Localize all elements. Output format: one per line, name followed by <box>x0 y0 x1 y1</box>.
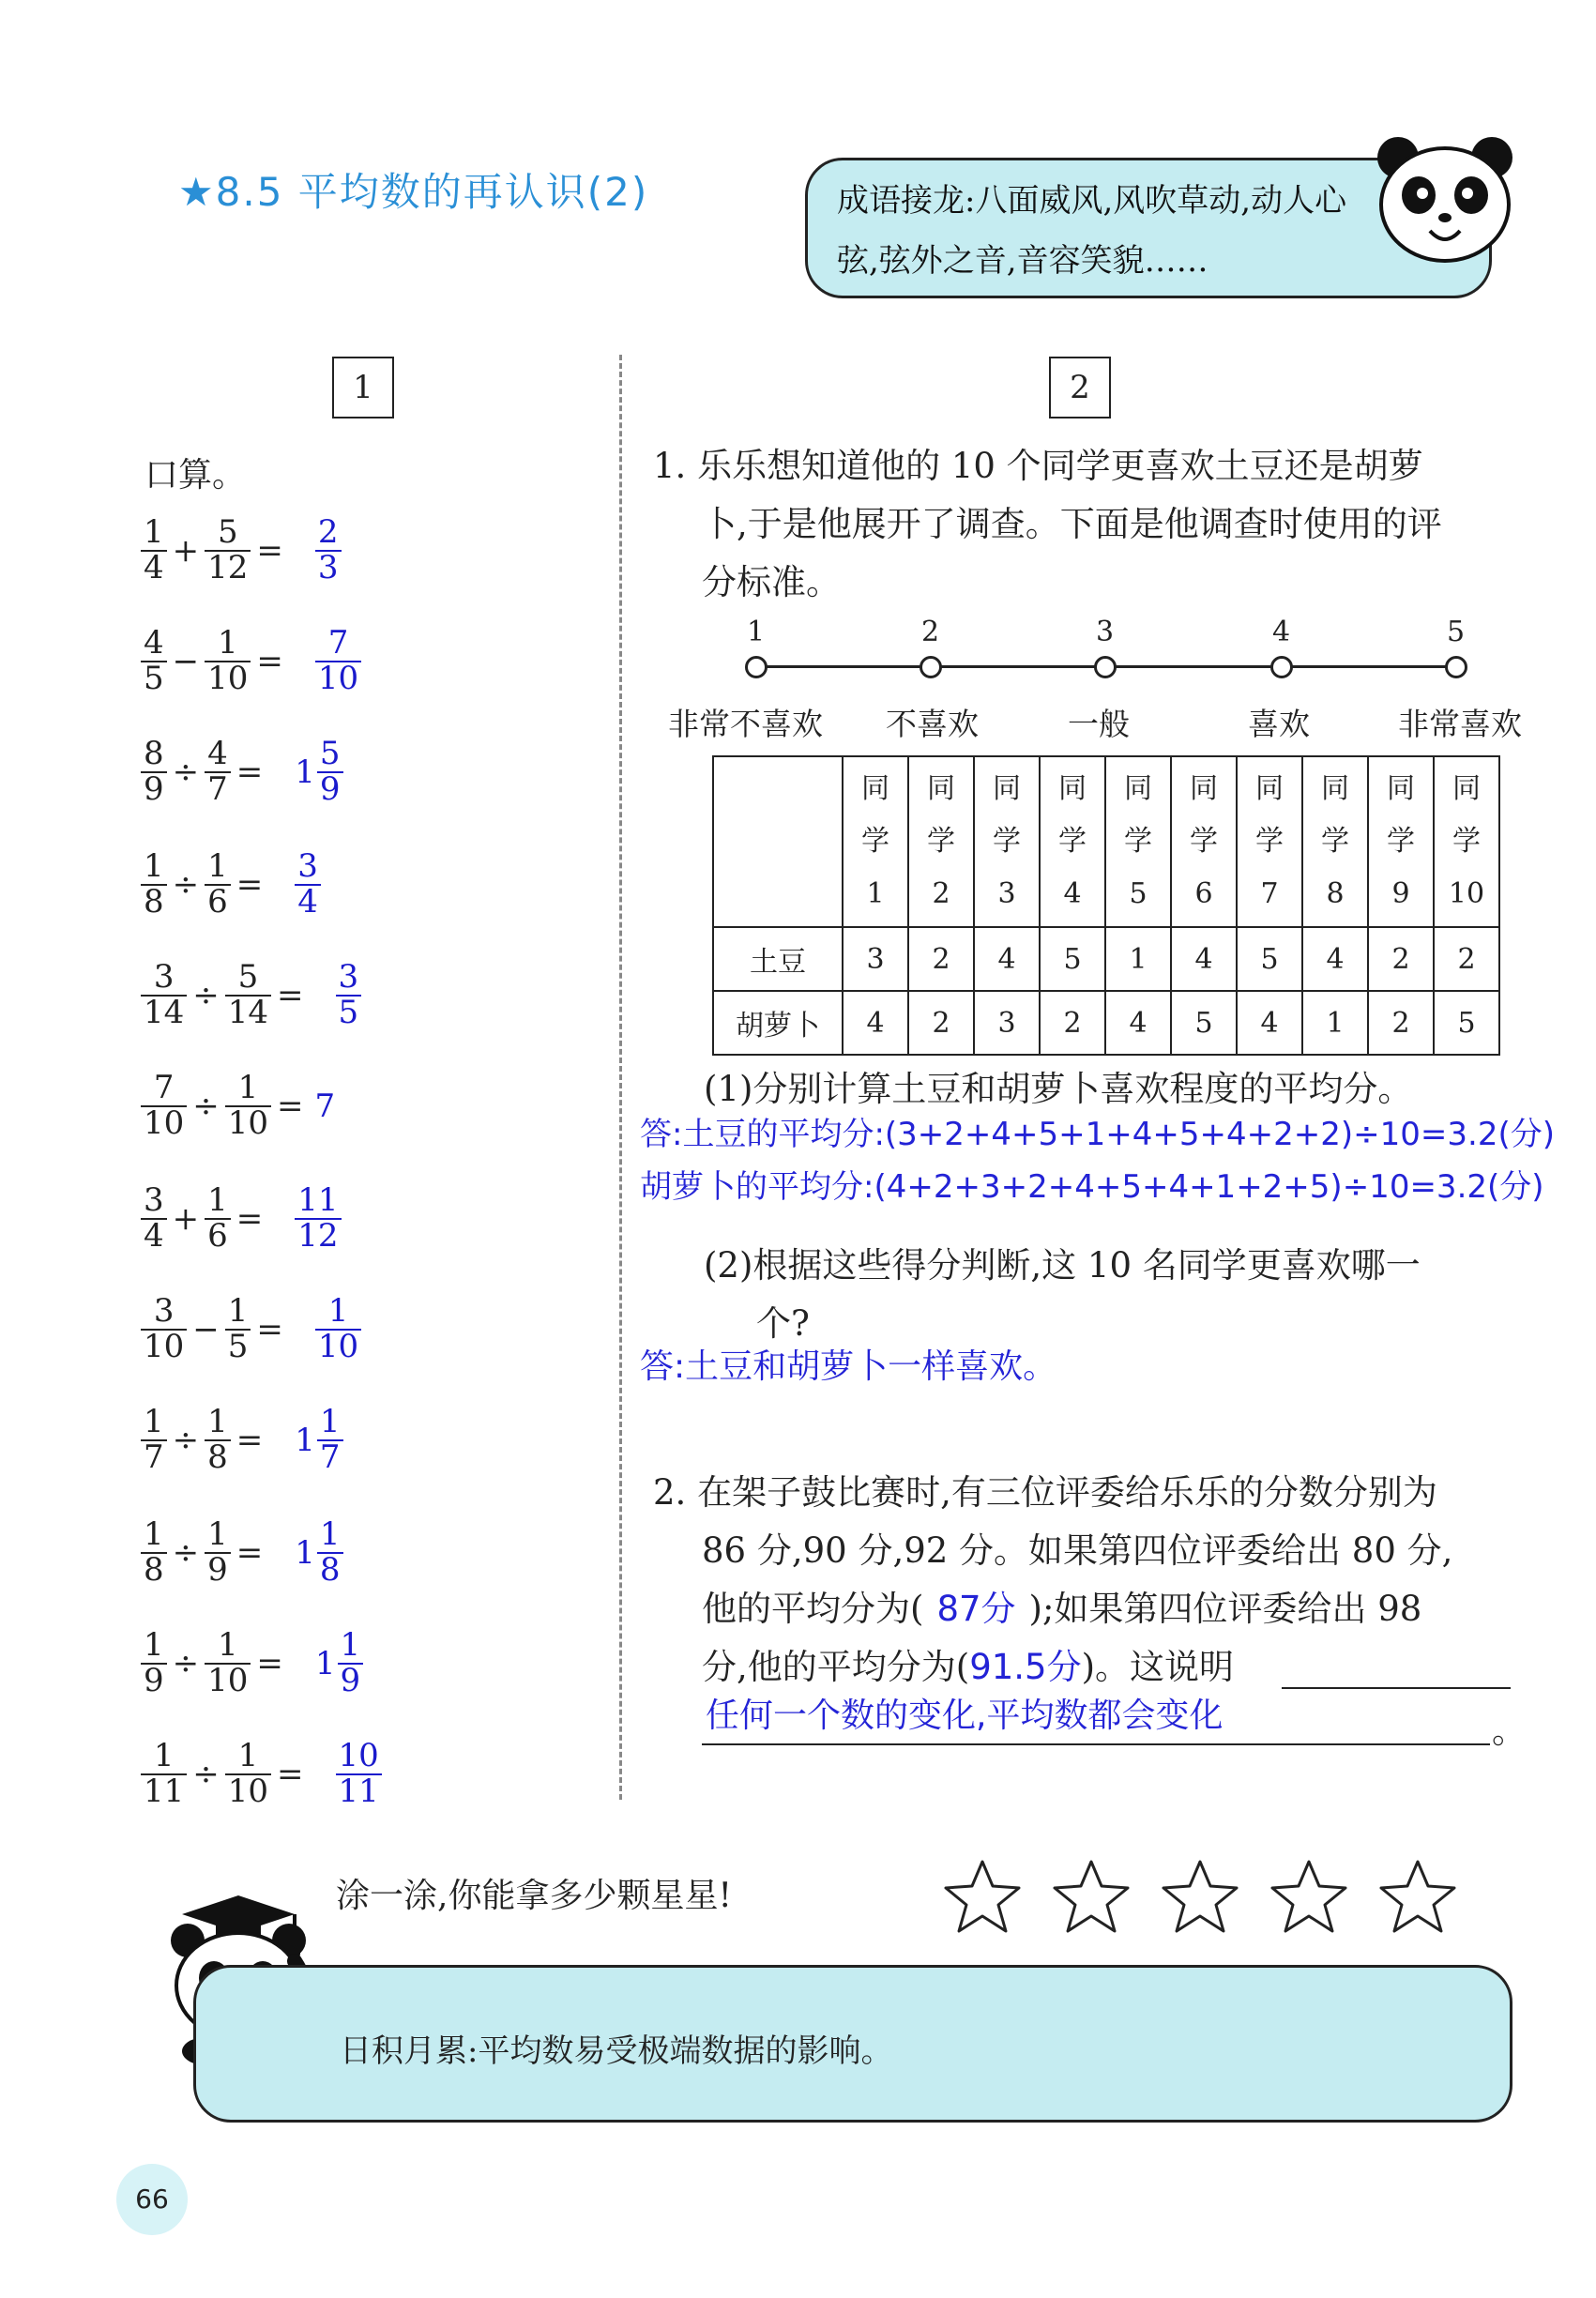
student-number: 6 <box>1194 877 1213 910</box>
numerator: 11 <box>295 1184 341 1220</box>
scale-number: 4 <box>1272 616 1291 648</box>
student-header <box>974 756 1040 927</box>
equals-sign: = <box>236 865 264 904</box>
denominator: 5 <box>227 1327 249 1365</box>
scale-number: 2 <box>921 616 940 648</box>
scale-point <box>1094 656 1117 678</box>
student-label-char: 同 <box>993 772 1021 805</box>
student-header <box>1171 756 1237 927</box>
fraction <box>205 1515 231 1589</box>
table-cell: 3 <box>974 991 1040 1055</box>
numerator: 1 <box>225 1740 271 1775</box>
calc-problem <box>141 847 321 921</box>
denominator: 5 <box>144 659 164 697</box>
answer <box>295 1403 342 1476</box>
numerator: 7 <box>315 627 361 662</box>
equals-sign: = <box>236 753 264 791</box>
panda-icon <box>1370 131 1520 272</box>
denominator: 9 <box>340 1661 361 1699</box>
page-number: 66 <box>116 2164 188 2235</box>
student-label-char: 学 <box>1321 825 1349 858</box>
numerator: 3 <box>141 1295 187 1331</box>
table-cell: 1 <box>1105 927 1171 991</box>
table-cell: 2 <box>1368 927 1434 991</box>
denominator: 9 <box>207 1550 228 1589</box>
answer <box>295 1181 341 1255</box>
student-number: 9 <box>1391 877 1410 910</box>
operator: ÷ <box>192 976 220 1014</box>
table-cell: 4 <box>843 991 908 1055</box>
row-label: 胡萝卜 <box>713 991 843 1055</box>
operator: ÷ <box>192 1755 220 1793</box>
idiom-text: 成语接龙:八面威风,风吹草动,动人心弦,弦外之音,音容笑貌…… <box>837 182 1347 280</box>
numerator: 1 <box>317 1518 343 1554</box>
student-number: 4 <box>1063 877 1082 910</box>
numerator: 1 <box>205 1406 231 1441</box>
scale-number: 3 <box>1096 616 1115 648</box>
student-header <box>1434 756 1499 927</box>
q2-line-4: 分,他的平均分为(91.5分)。这说明 <box>702 1647 1235 1687</box>
row-label: 土豆 <box>713 927 843 991</box>
fraction <box>141 1069 187 1142</box>
operator: + <box>172 531 200 570</box>
fraction <box>317 735 343 808</box>
table-corner <box>713 756 843 927</box>
sub-question-1: (1)分别计算土豆和胡萝卜喜欢程度的平均分。 <box>704 1069 1413 1109</box>
denominator: 7 <box>207 769 228 808</box>
sub-question-2-line-2: 个? <box>756 1303 810 1344</box>
fraction <box>317 1403 343 1476</box>
answer-1-line-1: 答:土豆的平均分:(3+2+4+5+1+4+5+4+2+2)÷10=3.2(分) <box>640 1116 1555 1153</box>
numerator: 1 <box>315 1295 361 1331</box>
star-icon[interactable] <box>1269 1858 1349 1935</box>
numerator: 7 <box>141 1072 187 1107</box>
numerator: 1 <box>205 850 231 886</box>
operator: + <box>172 1199 200 1238</box>
operator: ÷ <box>192 1087 220 1125</box>
scale-label: 喜欢 <box>1248 706 1310 742</box>
denominator: 14 <box>144 993 185 1031</box>
numerator: 1 <box>317 1406 343 1441</box>
denominator: 14 <box>227 993 269 1031</box>
denominator: 10 <box>317 659 359 697</box>
numerator: 1 <box>225 1072 271 1107</box>
column-divider <box>619 355 622 1800</box>
denominator: 9 <box>319 769 341 808</box>
answer-1-line-2: 胡萝卜的平均分:(4+2+3+2+4+5+4+1+2+5)÷10=3.2(分) <box>640 1168 1544 1206</box>
scale-label: 不喜欢 <box>886 706 979 742</box>
student-number: 8 <box>1326 877 1345 910</box>
scale-number: 1 <box>747 616 766 648</box>
table-cell: 5 <box>1040 927 1105 991</box>
calc-problem <box>141 513 342 586</box>
scale-point <box>920 656 942 678</box>
denominator: 10 <box>144 1327 185 1365</box>
fraction <box>141 735 167 808</box>
scale-number: 5 <box>1447 616 1466 648</box>
numerator: 1 <box>338 1629 364 1665</box>
fraction <box>141 958 187 1031</box>
q2-line-1: 2. 在架子鼓比赛时,有三位评委给乐乐的分数分别为 <box>653 1472 1437 1513</box>
student-label-char: 同 <box>861 772 889 805</box>
table-cell: 2 <box>1368 991 1434 1055</box>
numerator: 1 <box>205 627 251 662</box>
numerator: 5 <box>317 738 343 773</box>
student-header <box>843 756 908 927</box>
numerator: 2 <box>315 516 342 552</box>
student-label-char: 同 <box>1058 772 1087 805</box>
denominator: 10 <box>317 1327 359 1365</box>
table-cell: 3 <box>843 927 908 991</box>
q2-blank-line-2 <box>702 1743 1490 1745</box>
fraction <box>225 1292 251 1365</box>
denominator: 10 <box>207 659 249 697</box>
q1-line-3: 分标准。 <box>702 562 841 602</box>
denominator: 9 <box>144 769 164 808</box>
numerator: 3 <box>336 961 362 997</box>
table-cell: 2 <box>1434 927 1499 991</box>
denominator: 9 <box>144 1661 164 1699</box>
section1-title: 口算。 <box>144 456 247 495</box>
numerator: 5 <box>205 516 251 552</box>
denominator: 8 <box>144 882 164 921</box>
fraction <box>295 1181 341 1255</box>
numerator: 4 <box>141 627 167 662</box>
student-label-char: 同 <box>1124 772 1152 805</box>
q1-line-1: 1. 乐乐想知道他的 10 个同学更喜欢土豆还是胡萝 <box>653 446 1423 486</box>
student-header <box>1105 756 1171 927</box>
numerator: 3 <box>141 1184 167 1220</box>
student-label-char: 学 <box>1058 825 1087 858</box>
student-label-char: 同 <box>1190 772 1218 805</box>
table-cell: 4 <box>1105 991 1171 1055</box>
accumulation-text: 日积月累:平均数易受极端数据的影响。 <box>340 2032 893 2070</box>
scale-point <box>1270 656 1293 678</box>
survey-table <box>712 755 1500 1056</box>
sub-question-2-line-1: (2)根据这些得分判断,这 10 名同学更喜欢哪一 <box>704 1245 1421 1286</box>
denominator: 11 <box>338 1772 379 1810</box>
denominator: 7 <box>319 1438 341 1476</box>
calc-problem <box>141 1737 382 1810</box>
numerator: 5 <box>225 961 271 997</box>
student-label-char: 同 <box>1321 772 1349 805</box>
scale-label: 非常喜欢 <box>1398 706 1522 742</box>
operator: ÷ <box>172 1533 200 1572</box>
calc-problem <box>141 735 343 808</box>
scale-label: 非常不喜欢 <box>668 706 823 742</box>
denominator: 5 <box>338 993 359 1031</box>
answer <box>336 958 362 1031</box>
equals-sign: = <box>236 1421 264 1459</box>
numerator: 1 <box>205 1518 231 1554</box>
fraction <box>315 513 342 586</box>
table-cell: 2 <box>1040 991 1105 1055</box>
fraction <box>205 513 251 586</box>
numerator: 1 <box>141 1406 167 1441</box>
table-cell: 1 <box>1302 991 1368 1055</box>
denominator: 12 <box>297 1216 339 1255</box>
fraction <box>336 1737 382 1810</box>
answer <box>295 847 321 921</box>
calc-problem <box>141 958 361 1031</box>
numerator: 1 <box>205 1184 231 1220</box>
fraction <box>141 1626 167 1699</box>
operator: ÷ <box>172 1421 200 1459</box>
operator: ÷ <box>172 753 200 791</box>
student-label-char: 学 <box>927 825 955 858</box>
student-number: 2 <box>932 877 950 910</box>
answer-whole-part: 1 <box>295 753 315 791</box>
denominator: 11 <box>144 1772 185 1810</box>
fraction <box>141 1737 187 1810</box>
student-number: 5 <box>1129 877 1148 910</box>
fraction <box>315 624 361 697</box>
answer <box>315 624 361 697</box>
denominator: 12 <box>207 548 249 586</box>
fraction <box>315 1292 361 1365</box>
section-number-2: 2 <box>1049 357 1111 419</box>
equals-sign: = <box>256 642 283 680</box>
numerator: 1 <box>141 1518 167 1554</box>
numerator: 1 <box>141 516 167 552</box>
q1-line-2: 卜,于是他展开了调查。下面是他调查时使用的评 <box>702 504 1442 544</box>
fraction <box>225 1737 271 1810</box>
denominator: 10 <box>207 1661 249 1699</box>
student-number: 10 <box>1448 877 1485 910</box>
fraction <box>141 1403 167 1476</box>
denominator: 8 <box>319 1550 341 1589</box>
star-icon[interactable] <box>942 1858 1023 1935</box>
calc-problem <box>141 1626 363 1699</box>
student-number: 3 <box>997 877 1016 910</box>
q2-answer-blank-3: 任何一个数的变化,平均数都会变化 <box>706 1697 1224 1735</box>
student-header <box>908 756 974 927</box>
equals-sign: = <box>277 1087 304 1125</box>
denominator: 4 <box>144 1216 164 1255</box>
fraction <box>225 1069 271 1142</box>
table-cell: 2 <box>908 991 974 1055</box>
equals-sign: = <box>256 1644 283 1682</box>
table-cell: 4 <box>1302 927 1368 991</box>
fraction <box>205 1626 251 1699</box>
table-cell: 4 <box>1237 991 1302 1055</box>
equals-sign: = <box>236 1199 264 1238</box>
equals-sign: = <box>236 1533 264 1572</box>
fraction <box>205 1403 231 1476</box>
q2-answer-blank-1: 87分 <box>936 1589 1016 1629</box>
student-label-char: 学 <box>1124 825 1152 858</box>
answer <box>315 513 342 586</box>
fraction <box>205 735 231 808</box>
answer-2: 答:土豆和胡萝卜一样喜欢。 <box>640 1347 1057 1386</box>
student-label-char: 学 <box>1255 825 1284 858</box>
q2-blank-line-1 <box>1282 1687 1511 1689</box>
denominator: 7 <box>144 1438 164 1476</box>
operator: − <box>172 642 200 680</box>
answer <box>315 1292 361 1365</box>
q2-line-2: 86 分,90 分,92 分。如果第四位评委给出 80 分, <box>702 1530 1453 1571</box>
star-icon[interactable] <box>1160 1858 1240 1935</box>
table-cell: 4 <box>1171 927 1237 991</box>
calc-problem <box>141 1069 336 1142</box>
table-cell: 5 <box>1171 991 1237 1055</box>
fraction <box>336 958 362 1031</box>
student-label-char: 学 <box>861 825 889 858</box>
stars-prompt: 涂一涂,你能拿多少颗星星! <box>336 1877 732 1915</box>
student-label-char: 同 <box>1255 772 1284 805</box>
equals-sign: = <box>256 531 283 570</box>
equals-sign: = <box>277 976 304 1014</box>
student-number: 7 <box>1260 877 1279 910</box>
student-label-char: 同 <box>1387 772 1415 805</box>
calc-problem <box>141 1292 361 1365</box>
student-header <box>1237 756 1302 927</box>
fraction <box>141 1292 187 1365</box>
equals-sign: = <box>277 1755 304 1793</box>
calc-problem <box>141 624 361 697</box>
numerator: 1 <box>141 1740 187 1775</box>
table-cell: 5 <box>1434 991 1499 1055</box>
numerator: 8 <box>141 738 167 773</box>
calc-problem <box>141 1403 343 1476</box>
answer <box>295 735 342 808</box>
calc-problem <box>141 1181 342 1255</box>
answer-whole-part: 1 <box>295 1421 315 1459</box>
fraction <box>141 624 167 697</box>
denominator: 10 <box>227 1772 269 1810</box>
denominator: 4 <box>144 548 164 586</box>
answer <box>295 1515 342 1589</box>
student-header <box>1040 756 1105 927</box>
numerator: 3 <box>141 961 187 997</box>
student-label-char: 同 <box>1452 772 1481 805</box>
numerator: 3 <box>295 850 321 886</box>
fraction <box>205 847 231 921</box>
fraction <box>338 1626 364 1699</box>
table-cell: 4 <box>974 927 1040 991</box>
denominator: 4 <box>297 882 318 921</box>
section-number-1: 1 <box>332 357 394 419</box>
operator: ÷ <box>172 1644 200 1682</box>
student-number: 1 <box>866 877 885 910</box>
student-label-char: 同 <box>927 772 955 805</box>
answer-whole-part: 1 <box>295 1533 315 1572</box>
fraction <box>205 1181 231 1255</box>
answer <box>315 1088 336 1125</box>
fraction <box>295 847 321 921</box>
q2-period: 。 <box>1492 1711 1527 1751</box>
operator: ÷ <box>172 865 200 904</box>
student-label-char: 学 <box>1452 825 1481 858</box>
student-label-char: 学 <box>993 825 1021 858</box>
fraction <box>141 847 167 921</box>
denominator: 10 <box>144 1103 185 1142</box>
equals-sign: = <box>256 1310 283 1348</box>
answer-integer: 7 <box>314 1087 336 1125</box>
answer-whole-part: 1 <box>314 1644 336 1682</box>
answer <box>314 1626 363 1699</box>
denominator: 6 <box>207 1216 228 1255</box>
scale-point <box>745 656 768 678</box>
fraction <box>225 958 271 1031</box>
denominator: 6 <box>207 882 228 921</box>
student-label-char: 学 <box>1190 825 1218 858</box>
fraction <box>141 1181 167 1255</box>
denominator: 8 <box>144 1550 164 1589</box>
q2-answer-blank-2: 91.5分 <box>969 1647 1082 1687</box>
numerator: 4 <box>205 738 231 773</box>
operator: − <box>192 1310 220 1348</box>
q2-line-3: 他的平均分为( 87分 );如果第四位评委给出 98 <box>702 1589 1422 1629</box>
answer <box>336 1737 382 1810</box>
student-label-char: 学 <box>1387 825 1415 858</box>
star-icon[interactable] <box>1051 1858 1132 1935</box>
denominator: 8 <box>207 1438 228 1476</box>
star-icon[interactable] <box>1377 1858 1458 1935</box>
numerator: 1 <box>225 1295 251 1331</box>
numerator: 1 <box>141 1629 167 1665</box>
student-header <box>1368 756 1434 927</box>
denominator: 3 <box>317 548 339 586</box>
table-cell: 2 <box>908 927 974 991</box>
table-cell: 5 <box>1237 927 1302 991</box>
fraction <box>141 1515 167 1589</box>
numerator: 1 <box>141 850 167 886</box>
numerator: 10 <box>336 1740 382 1775</box>
fraction <box>317 1515 343 1589</box>
fraction <box>141 513 167 586</box>
numerator: 1 <box>205 1629 251 1665</box>
scale-point <box>1445 656 1467 678</box>
student-header <box>1302 756 1368 927</box>
calc-problem <box>141 1515 343 1589</box>
scale-label: 一般 <box>1068 706 1130 742</box>
fraction <box>205 624 251 697</box>
denominator: 10 <box>227 1103 269 1142</box>
page-title: ★8.5 平均数的再认识(2) <box>178 169 649 215</box>
